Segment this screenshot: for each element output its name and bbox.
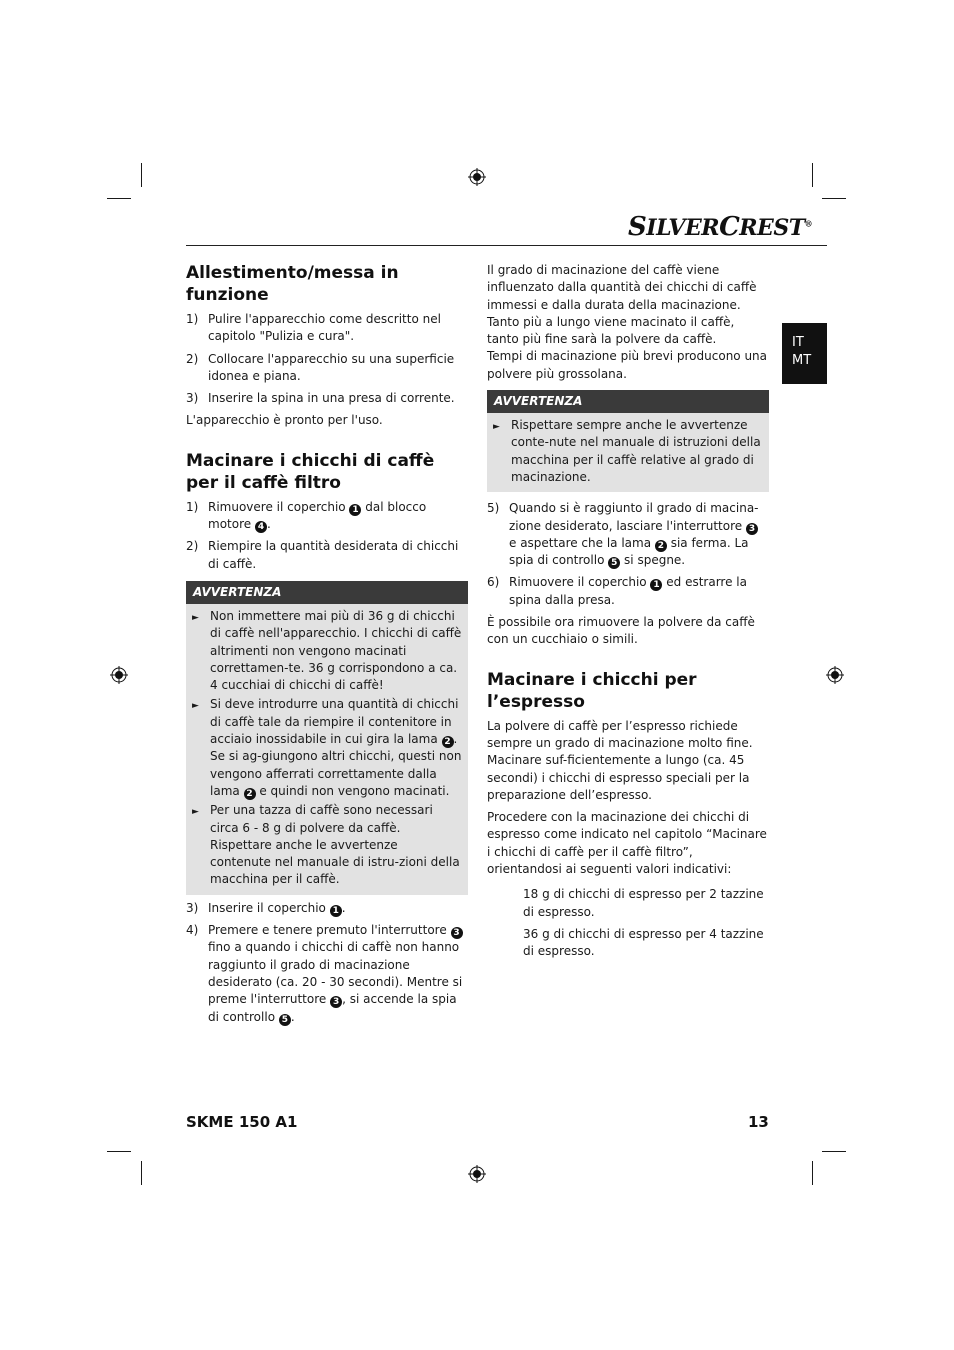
language-code: IT — [792, 335, 804, 350]
warning-title: AVVERTENZA — [186, 581, 468, 604]
list-item: 5) Quando si è raggiunto il grado di macina-zione desiderato, lasciare l'interruttore 3 e aspettare che la lama 2 sia ferma. La spia di controllo 5 si spegne. — [487, 501, 759, 569]
number-badge-icon: 5 — [608, 557, 620, 569]
registration-mark-icon — [110, 666, 128, 684]
paragraph: Tanto più a lungo viene macinato il caffè, tanto più fine sarà la polvere da caffè. — [487, 314, 735, 347]
number-badge-icon: 2 — [442, 736, 454, 748]
section-heading: Macinare i chicchi di caffè per il caffè filtro — [186, 450, 435, 493]
number-badge-icon: 2 — [655, 540, 667, 552]
number-badge-icon: 1 — [650, 579, 662, 591]
number-badge-icon: 3 — [451, 927, 463, 939]
list-item: 1) Rimuovere il coperchio 1 dal blocco motore 4 . — [186, 499, 427, 533]
warning-item: ► Rispettare sempre anche le avvertenze conte-nute nel manuale di istruzioni della macchina per il caffè relative al grado di macinazione. — [493, 417, 763, 486]
warning-item: ► Non immettere mai più di 36 g di chicchi di caffè nell'apparecchio. I chicchi di caffè altrimenti non vengono macinati correttamen-te. 36 g corrispondono a ca. 4 cucchiai di chicchi di caffè! — [192, 608, 462, 694]
right-column — [487, 262, 769, 966]
indented-value: 36 g di chicchi di espresso per 4 tazzine di espresso. — [523, 926, 764, 959]
crop-mark — [141, 163, 142, 187]
arrow-bullet-icon: ► — [493, 422, 500, 433]
list-item: 2) Riempire la quantità desiderata di chicchi di caffè. — [186, 539, 459, 571]
page-number: 13 — [748, 1113, 769, 1131]
registration-mark-icon — [468, 168, 486, 186]
crop-mark — [107, 198, 131, 199]
number-badge-icon: 1 — [349, 504, 361, 516]
list-item: 3) Inserire il coperchio 1 . — [186, 900, 346, 916]
number-badge-icon: 2 — [244, 788, 256, 800]
warning-box — [186, 581, 468, 895]
paragraph: L'apparecchio è pronto per l'uso. — [186, 413, 383, 428]
brand-logo: SILVERCREST® — [628, 212, 813, 242]
list-item: 1) Pulire l'apparecchio come descritto nel capitolo "Pulizia e cura". — [186, 312, 441, 344]
number-badge-icon: 1 — [330, 905, 342, 917]
indented-value: 18 g di chicchi di espresso per 2 tazzine di espresso. — [523, 887, 764, 919]
header-rule — [186, 245, 827, 246]
warning-item: ► Per una tazza di caffè sono necessari circa 6 - 8 g di polvere da caffè. Rispettare anche le avvertenze contenute nel manuale di istru-zioni della macchina per il caffè. — [192, 802, 462, 888]
number-badge-icon: 3 — [746, 523, 758, 535]
left-column — [186, 262, 468, 1031]
crop-mark — [107, 1151, 131, 1152]
crop-mark — [822, 1151, 846, 1152]
language-tab — [782, 323, 827, 384]
arrow-bullet-icon: ► — [192, 612, 199, 623]
section-heading: Macinare i chicchi per l’espresso — [487, 669, 697, 712]
list-item: 6) Rimuovere il coperchio 1 ed estrarre la spina dalla presa. — [487, 575, 747, 607]
registration-mark-icon — [468, 1165, 486, 1183]
registration-mark-icon — [826, 666, 844, 684]
paragraph: Procedere con la macinazione dei chicchi di espresso come indicato nel capitolo “Macinare i chicchi di caffè per il caffè filtro”, orientandosi ai seguenti valori indicativi: — [487, 810, 767, 877]
section-heading: Allestimento/messa in funzione — [186, 263, 399, 305]
list-item: 3) Inserire la spina in una presa di corrente. — [186, 391, 455, 406]
crop-mark — [812, 1161, 813, 1185]
number-badge-icon: 5 — [279, 1014, 291, 1026]
number-badge-icon: 3 — [330, 996, 342, 1008]
language-code: MT — [792, 353, 812, 368]
crop-mark — [812, 163, 813, 187]
arrow-bullet-icon: ► — [192, 701, 199, 712]
list-item: 2) Collocare l'apparecchio su una superficie idonea e piana. — [186, 351, 455, 383]
warning-box — [487, 390, 769, 492]
model-number: SKME 150 A1 — [186, 1113, 298, 1131]
list-item: 4) Premere e tenere premuto l'interruttore 3 fino a quando i chicchi di caffè non hanno raggiunto il grado di macinazione desiderato (ca. 20 - 30 secondi). Mentre si preme l'interruttore 3 , si accende la spia di controllo 5 . — [186, 923, 463, 1025]
crop-mark — [141, 1161, 142, 1185]
warning-title: AVVERTENZA — [487, 390, 769, 413]
crop-mark — [822, 198, 846, 199]
paragraph: Il grado di macinazione del caffè viene influenzato dalla quantità dei chicchi di caffè immessi e dalla durata della macinazione. — [487, 263, 757, 312]
number-badge-icon: 4 — [255, 521, 267, 533]
warning-item: ► Si deve introdurre una quantità di chicchi di caffè tale da riempire il contenitore in acciaio inossidabile in cui gira la lama 2 . Se si ag-giungono altri chicchi, questi non vengono afferrati correttamente dalla lama 2 e quindi non vengono macinati. — [192, 697, 462, 799]
paragraph: È possibile ora rimuovere la polvere da caffè con un cucchiaio o simili. — [487, 615, 755, 647]
paragraph: La polvere di caffè per l’espresso richiede sempre un grado di macinazione molto fine. Macinare suf-ficientemente a lungo (ca. 45 secondi) i chicchi di espresso speciali per la preparazione dell’espresso. — [487, 718, 753, 802]
paragraph: Tempi di macinazione più brevi producono una polvere più grossolana. — [487, 349, 768, 381]
arrow-bullet-icon: ► — [192, 807, 199, 818]
